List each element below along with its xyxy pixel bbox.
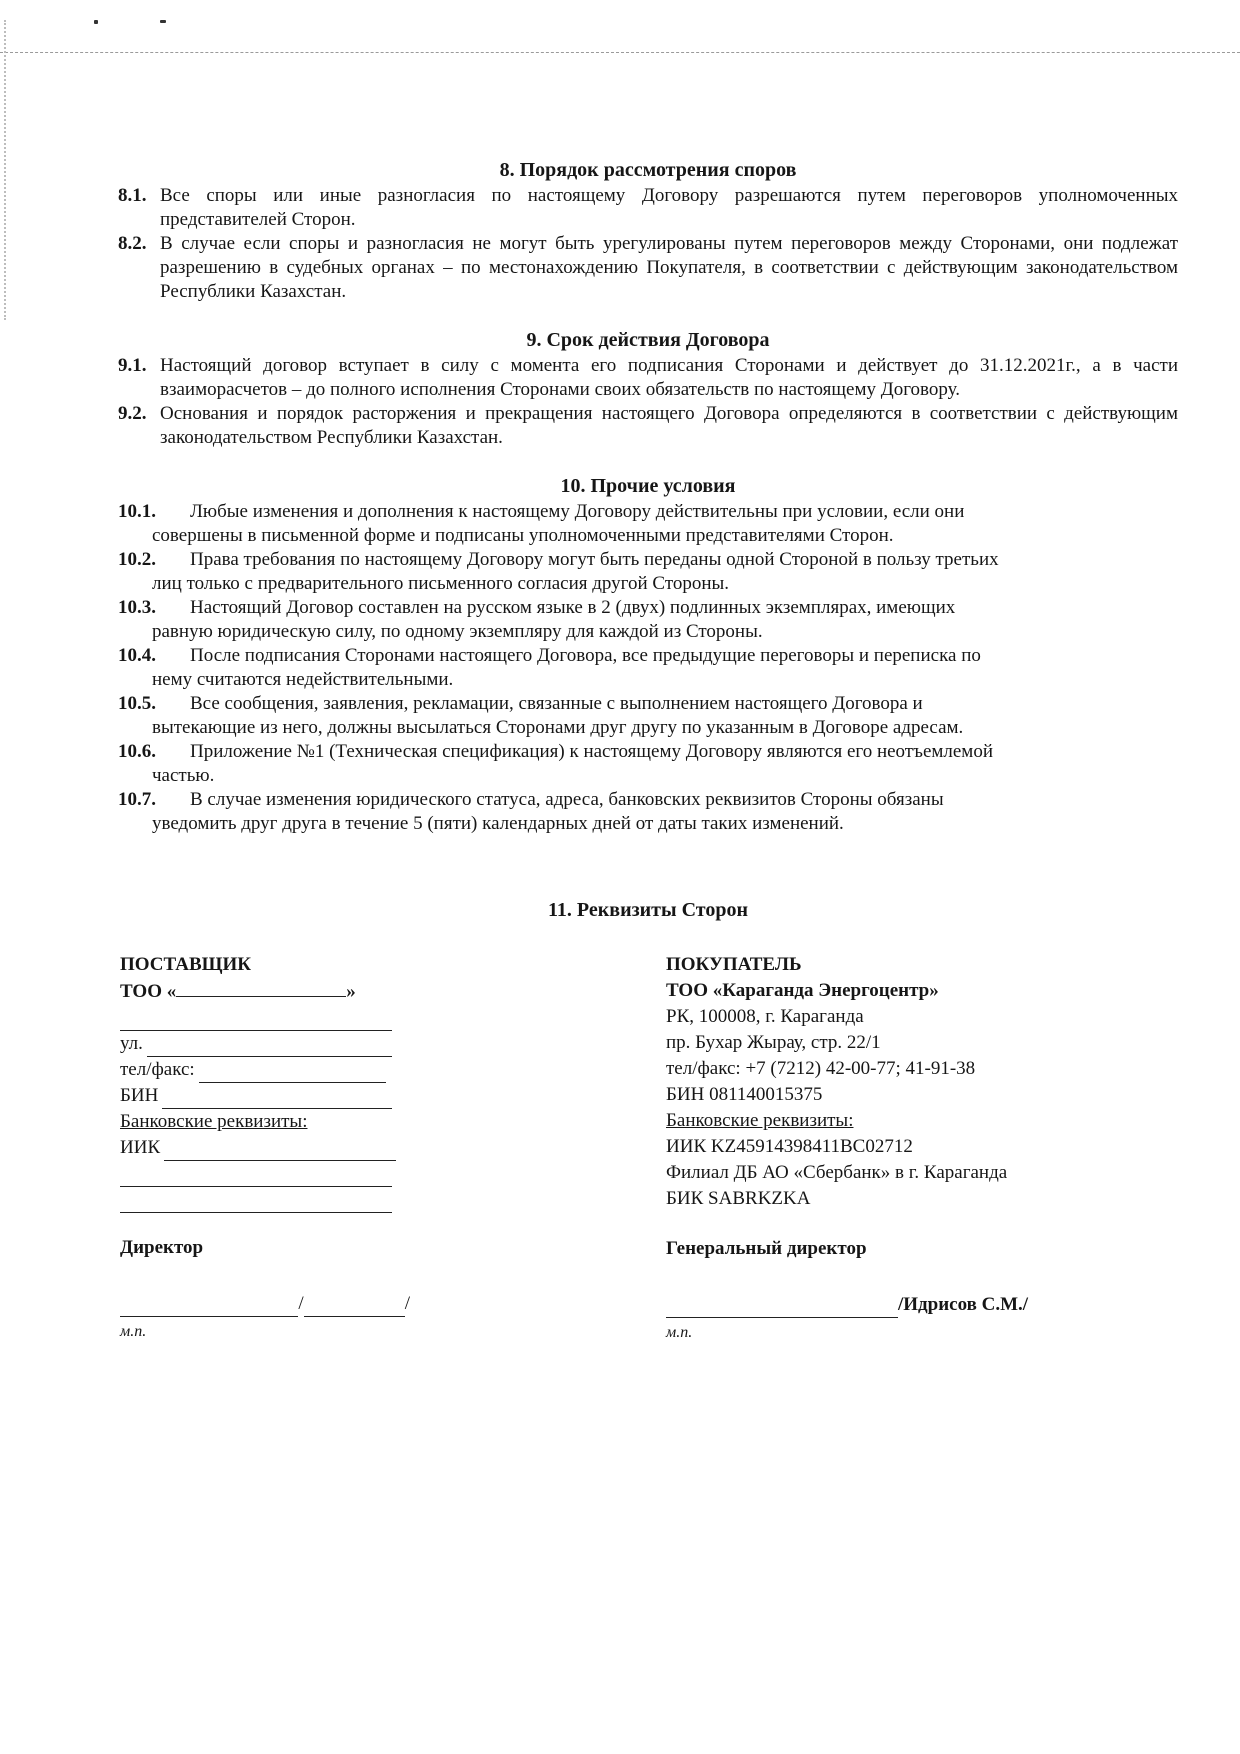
scan-left-margin-mark: [4, 20, 12, 320]
section-disputes: [118, 158, 1178, 304]
clause: [118, 402, 1178, 450]
clause-number: 10.4.: [118, 645, 156, 666]
scan-mark-b: [160, 20, 166, 23]
clause-text: Все сообщения, заявления, рекламации, связанные с выполнением настоящего Договора и: [190, 693, 923, 714]
clause-text: После подписания Сторонами настоящего Договора, все предыдущие переговоры и переписка по: [190, 645, 981, 666]
clause: [118, 692, 1178, 740]
signature-slash: /: [298, 1293, 304, 1314]
clause: [118, 184, 1178, 232]
buyer-bank: Филиал ДБ АО «Сбербанк» в г. Караганда: [666, 1162, 1008, 1183]
supplier-signature-row: [120, 1291, 410, 1317]
clause-number: 9.2.: [118, 403, 147, 424]
supplier-block: [120, 952, 410, 1345]
company-name-blank: [176, 978, 346, 997]
section-title: 9. Срок действия Договора: [526, 329, 770, 351]
buyer-iik: ИИК KZ45914398411BC02712: [666, 1136, 913, 1157]
phone-field: [120, 1057, 386, 1083]
buyer-company: ТОО «Караганда Энергоцентр»: [666, 980, 939, 1001]
buyer-signature-row: [666, 1292, 1126, 1318]
clause: [118, 354, 1178, 402]
clause-number: 10.7.: [118, 789, 156, 810]
signature-line: [666, 1295, 898, 1318]
name-line: [304, 1294, 405, 1317]
buyer-phone: тел/факс: +7 (7212) 42-00-77; 41-91-38: [666, 1058, 976, 1079]
clause-number: 8.2.: [118, 233, 147, 254]
bin-blank: [162, 1088, 392, 1109]
clause-number: 9.1.: [118, 355, 147, 376]
supplier-position: Директор: [120, 1237, 204, 1258]
section-term: [118, 328, 1178, 450]
phone-blank: [199, 1062, 386, 1083]
clause-text: Настоящий договор вступает в силу с момента его подписания Сторонами и действует до 31.12.2021г., а в части взаиморасчетов – до полного исполнения Сторонами своих обязательств по настоящему Договору.: [160, 355, 1178, 400]
clause-text: Все споры или иные разногласия по настоящему Договору разрешаются путем переговоров уполномоченных представителей Сторон.: [160, 185, 1178, 230]
scan-top-line: [0, 52, 1240, 53]
clause-text-continued: частью.: [152, 765, 215, 786]
section-title: 10. Прочие условия: [560, 475, 736, 497]
buyer-bik: БИК SABRKZKA: [666, 1188, 811, 1209]
clause-text-continued: уведомить друг друга в течение 5 (пяти) календарных дней от даты таких изменений.: [152, 813, 844, 834]
stamp-place: м.п.: [120, 1323, 147, 1340]
street-label: ул.: [120, 1033, 143, 1054]
clause: [118, 500, 1178, 548]
clause-number: 10.3.: [118, 597, 156, 618]
company-suffix: »: [346, 981, 356, 1002]
street-blank: [147, 1036, 392, 1057]
clause: [118, 232, 1178, 304]
buyer-position: Генеральный директор: [666, 1238, 867, 1259]
parties-requisites: [118, 952, 1178, 1372]
clause-text: Права требования по настоящему Договору могут быть переданы одной Стороной в пользу третьих: [190, 549, 999, 570]
clause-text: Основания и порядок расторжения и прекращения настоящего Договора определяются в соответствии с действующим законодательством Республики Казахстан.: [160, 403, 1178, 448]
clause-text-continued: вытекающие из него, должны высылаться Сторонами друг другу по указанным в Договоре адресам.: [152, 717, 964, 738]
bin-label: БИН: [120, 1085, 159, 1106]
signatory-name: /Идрисов С.М./: [898, 1294, 1029, 1315]
bank-details-label: Банковские реквизиты:: [120, 1111, 308, 1132]
clause-number: 10.6.: [118, 741, 156, 762]
clause: [118, 788, 1178, 836]
clause: [118, 596, 1178, 644]
street-field: [120, 1031, 392, 1057]
buyer-city: РК, 100008, г. Караганда: [666, 1006, 864, 1027]
clause-text: Приложение №1 (Техническая спецификация) к настоящему Договору являются его неотъемлемой: [190, 741, 994, 762]
blank-line: [120, 1187, 392, 1213]
stamp-place: м.п.: [666, 1324, 693, 1341]
section-title: 8. Порядок рассмотрения споров: [499, 159, 797, 181]
signature-line: [120, 1294, 298, 1317]
clause-text: В случае если споры и разногласия не могут быть урегулированы путем переговоров между Сторонами, они подлежат разрешению в судебных органах – по местонахождению Покупателя, в соответствии с действующим законодательством Республики Казахстан.: [160, 233, 1178, 302]
section-other-terms: [118, 474, 1178, 836]
buyer-heading: ПОКУПАТЕЛЬ: [666, 954, 802, 975]
clause: [118, 644, 1178, 692]
requisites-title: 11. Реквизиты Сторон: [548, 899, 748, 921]
clause-number: 10.5.: [118, 693, 156, 714]
clause-number: 10.1.: [118, 501, 156, 522]
clause-text: Настоящий Договор составлен на русском языке в 2 (двух) подлинных экземплярах, имеющих: [190, 597, 956, 618]
supplier-company-line: [120, 978, 410, 1005]
supplier-heading: ПОСТАВЩИК: [120, 954, 252, 975]
clause-text-continued: совершены в письменной форме и подписаны уполномоченными представителями Сторон.: [152, 525, 894, 546]
iik-blank: [164, 1140, 396, 1161]
clause-text: В случае изменения юридического статуса, адреса, банковских реквизитов Стороны обязаны: [190, 789, 944, 810]
iik-label: ИИК: [120, 1137, 161, 1158]
company-prefix: ТОО «: [120, 981, 177, 1002]
scan-mark-a: [94, 20, 98, 24]
bank-details-label: Банковские реквизиты:: [666, 1110, 854, 1131]
blank-line: [120, 1161, 392, 1187]
iik-field: [120, 1135, 396, 1161]
clause-number: 8.1.: [118, 185, 147, 206]
blank-line: [120, 1005, 392, 1031]
clause-number: 10.2.: [118, 549, 156, 570]
bin-field: [120, 1083, 392, 1109]
clause: [118, 548, 1178, 596]
buyer-address: пр. Бухар Жырау, стр. 22/1: [666, 1032, 881, 1053]
signature-slash: /: [404, 1293, 410, 1314]
buyer-bin: БИН 081140015375: [666, 1084, 823, 1105]
clause-text-continued: нему считаются недействительными.: [152, 669, 454, 690]
clause-text: Любые изменения и дополнения к настоящему Договору действительны при условии, если они: [190, 501, 965, 522]
clause-text-continued: равную юридическую силу, по одному экземпляру для каждой из Стороны.: [152, 621, 763, 642]
phone-label: тел/факс:: [120, 1059, 195, 1080]
document-page: [118, 158, 1178, 1372]
clause-text-continued: лиц только с предварительного письменного согласия другой Стороны.: [152, 573, 730, 594]
clause: [118, 740, 1178, 788]
buyer-block: [666, 952, 1126, 1346]
